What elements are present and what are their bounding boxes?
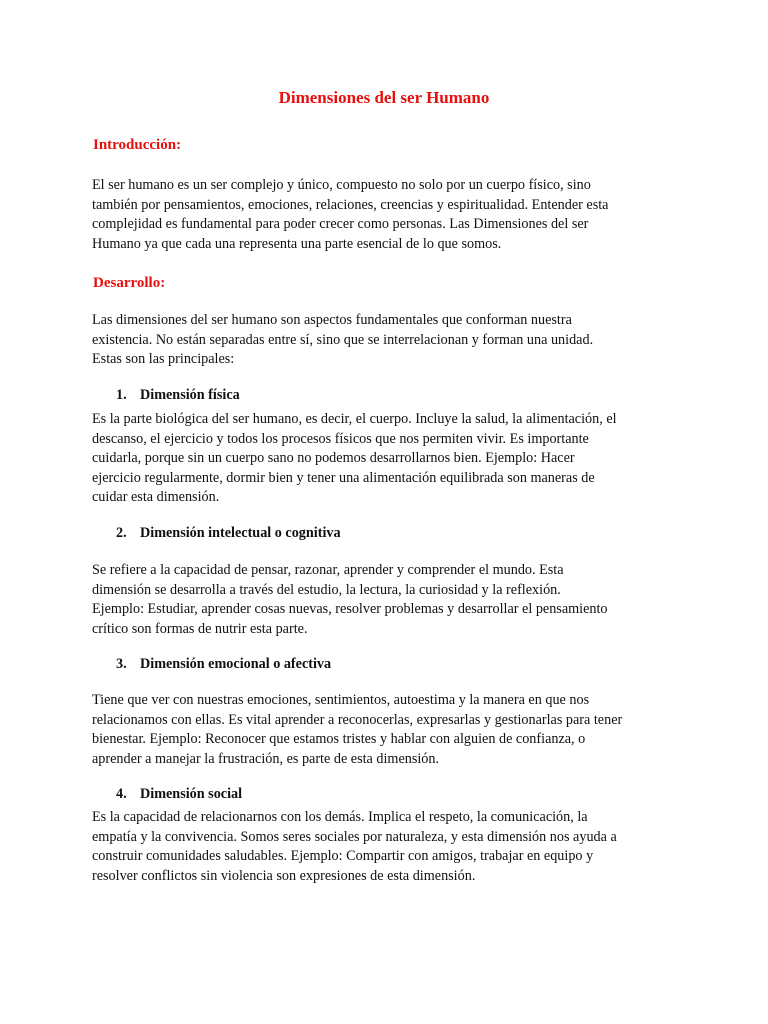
development-paragraph: Las dimensiones del ser humano son aspectos fundamentales que conforman nuestra existencia. No están separadas entre sí, sino que se interrelacionan y forman una unidad. Estas son las principales: (92, 312, 594, 367)
item-title: Dimensión emocional o afectiva (140, 656, 332, 672)
item-paragraph-emotional: Tiene que ver con nuestras emociones, sentimientos, autoestima y la manera en que nos relacionamos con ellas. Es vital aprender a reconocerlas, expresarlas y gestionarlas para tener bienestar. Ejemplo: Reconocer que estamos tristes y hablar con alguien de confianza, o aprender a manejar la frustración, es parte de esta dimensión. (92, 692, 623, 767)
item-number: 2. (116, 525, 127, 541)
item-number: 1. (116, 387, 127, 403)
item-heading-physical (116, 387, 240, 404)
item-heading-intellectual (116, 525, 341, 542)
item-title: Dimensión intelectual o cognitiva (140, 525, 341, 541)
intro-heading: Introducción: (93, 137, 182, 153)
intro-paragraph: El ser humano es un ser complejo y único, compuesto no solo por un cuerpo físico, sino también por pensamientos, emociones, relaciones, creencias y espiritualidad. Entender esta complejidad es fundamental para poder crecer como personas. Las Dimensiones del ser Humano ya que cada una representa una parte esencial de lo que somos. (92, 177, 609, 252)
document-title: Dimensiones del ser Humano (278, 88, 490, 107)
item-heading-emotional (116, 656, 331, 673)
item-paragraph-physical: Es la parte biológica del ser humano, es decir, el cuerpo. Incluye la salud, la alimentación, el descanso, el ejercicio y todos los procesos físicos que nos permiten vivir. Es importante cuidarla, porque sin un cuerpo sano no podemos desarrollarnos bien. Ejemplo: Hacer ejercicio regularmente, dormir bien y tener una alimentación equilibrada son maneras de cuidar esta dimensión. (92, 411, 617, 505)
item-heading-social (116, 786, 242, 803)
item-paragraph-social: Es la capacidad de relacionarnos con los demás. Implica el respeto, la comunicación, la empatía y la convivencia. Somos seres sociales por naturaleza, y esta dimensión nos ayuda a construir comunidades saludables. Ejemplo: Compartir con amigos, trabajar en equipo y resolver conflictos sin violencia son expresiones de esta dimensión. (92, 809, 617, 884)
item-number: 4. (116, 786, 127, 802)
item-title: Dimensión física (140, 387, 240, 403)
item-paragraph-intellectual: Se refiere a la capacidad de pensar, razonar, aprender y comprender el mundo. Esta dimensión se desarrolla a través del estudio, la lectura, la curiosidad y la reflexión. Ejemplo: Estudiar, aprender cosas nuevas, resolver problemas y desarrollar el pensamiento crítico son formas de nutrir esta parte. (92, 562, 608, 637)
item-title: Dimensión social (140, 786, 243, 802)
item-number: 3. (116, 656, 127, 672)
development-heading: Desarrollo: (93, 275, 166, 291)
